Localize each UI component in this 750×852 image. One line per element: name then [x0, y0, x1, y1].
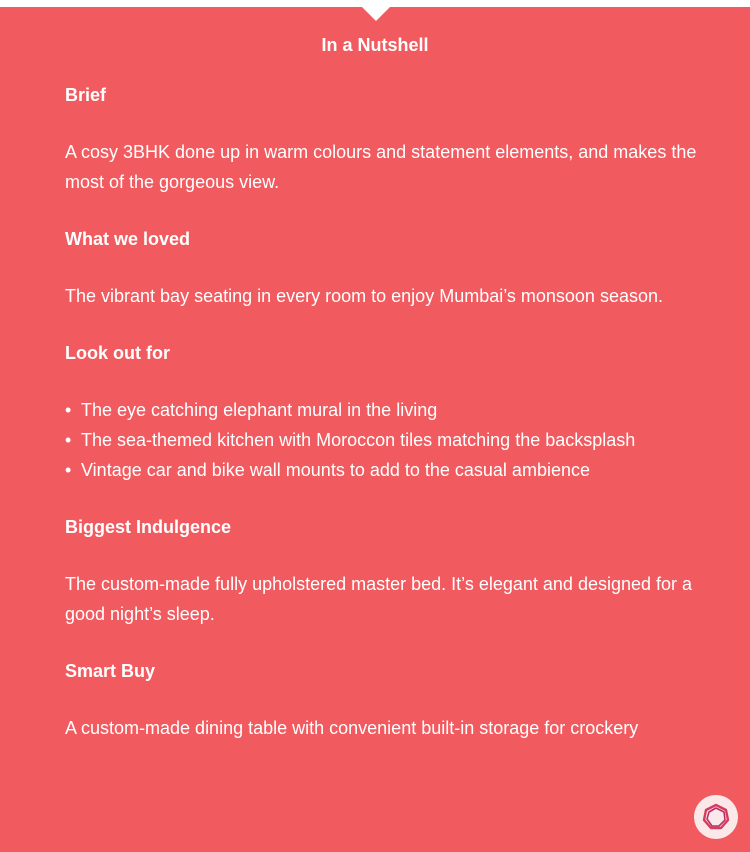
top-notch-pointer: [361, 6, 391, 21]
loved-heading: What we loved: [65, 229, 191, 249]
list-item: [65, 455, 705, 485]
lookout-heading: Look out for: [65, 343, 170, 363]
loved-text: The vibrant bay seating in every room to enjoy Mumbai’s monsoon season.: [65, 286, 663, 306]
smartbuy-heading: Smart Buy: [65, 661, 156, 681]
logo-ring-icon: [701, 802, 731, 832]
list-item: [65, 425, 705, 455]
list-item-text: The eye catching elephant mural in the living: [81, 400, 438, 420]
lookout-list: [65, 395, 705, 485]
list-item-text: The sea-themed kitchen with Moroccon tiles matching the backsplash: [81, 430, 636, 450]
bullet-icon: •: [65, 430, 72, 450]
page-title: In a Nutshell: [321, 35, 429, 55]
smartbuy-text: A custom-made dining table with convenient built-in storage for crockery: [65, 718, 639, 738]
list-item-text: Vintage car and bike wall mounts to add to the casual ambience: [81, 460, 590, 480]
brief-heading: Brief: [65, 85, 107, 105]
indulgence-heading: Biggest Indulgence: [65, 517, 232, 537]
nutshell-content: [65, 83, 705, 743]
brand-logo-icon[interactable]: [694, 795, 738, 839]
list-item: [65, 395, 705, 425]
bullet-icon: •: [65, 460, 72, 480]
bullet-icon: •: [65, 400, 72, 420]
brief-text: A cosy 3BHK done up in warm colours and statement elements, and makes the most of the gorgeous view.: [65, 142, 697, 192]
indulgence-text: The custom-made fully upholstered master bed. It’s elegant and designed for a good night’s sleep.: [65, 574, 693, 624]
